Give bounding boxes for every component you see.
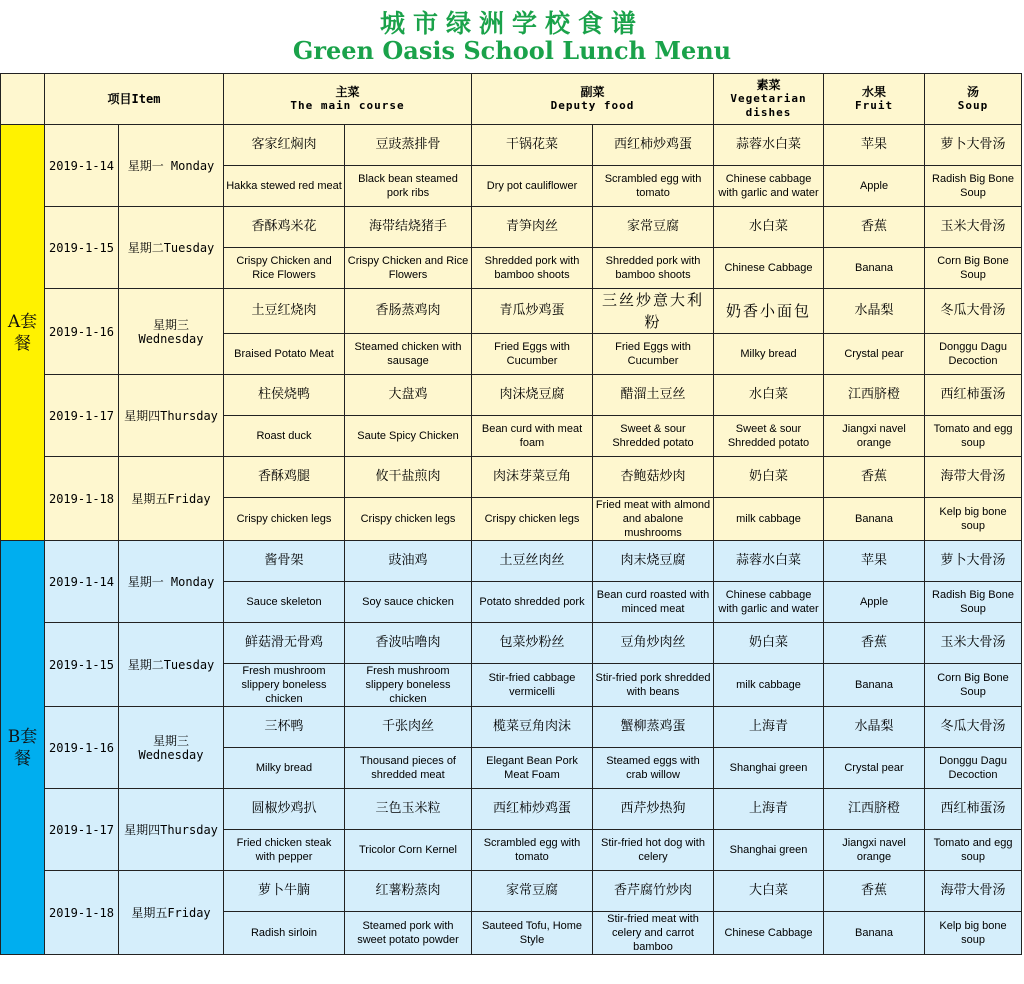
dish-name-english: Sauce skeleton bbox=[224, 582, 345, 623]
menu-row-chinese bbox=[1, 871, 1022, 912]
dish-name-chinese: 青瓜炒鸡蛋 bbox=[472, 289, 593, 334]
dish-name-english: Radish sirloin bbox=[224, 912, 345, 955]
menu-row-chinese bbox=[1, 125, 1022, 166]
date-cell: 2019-1-14 bbox=[45, 125, 119, 207]
dish-name-chinese: 肉沫烧豆腐 bbox=[472, 375, 593, 416]
title-english: Green Oasis School Lunch Menu bbox=[292, 36, 732, 65]
header-vegetarian bbox=[714, 74, 824, 125]
dish-name-english: Scrambled egg with tomato bbox=[472, 830, 593, 871]
dish-name-english: Chinese Cabbage bbox=[714, 912, 824, 955]
dish-name-english: Radish Big Bone Soup bbox=[925, 166, 1022, 207]
dish-name-chinese: 肉末烧豆腐 bbox=[593, 541, 714, 582]
dish-name-english: Bean curd roasted with minced meat bbox=[593, 582, 714, 623]
dish-name-english: Banana bbox=[824, 912, 925, 955]
dish-name-english: Shanghai green bbox=[714, 830, 824, 871]
dish-name-english: Steamed pork with sweet potato powder bbox=[345, 912, 472, 955]
menu-row-chinese bbox=[1, 623, 1022, 664]
dish-name-english: Shredded pork with bamboo shoots bbox=[472, 248, 593, 289]
dish-name-chinese: 水白菜 bbox=[714, 207, 824, 248]
header-fruit-cn: 水果 bbox=[862, 85, 887, 99]
dish-name-english: Sweet & sour Shredded potato bbox=[593, 416, 714, 457]
dish-name-chinese: 萝卜牛腩 bbox=[224, 871, 345, 912]
header-deputy-en: Deputy food bbox=[550, 99, 635, 112]
dish-name-english: Kelp big bone soup bbox=[925, 912, 1022, 955]
dish-name-english: Milky bread bbox=[224, 748, 345, 789]
dish-name-chinese: 杏鲍菇炒肉 bbox=[593, 457, 714, 498]
dish-name-chinese: 西红柿蛋汤 bbox=[925, 789, 1022, 830]
dish-name-chinese: 西红柿蛋汤 bbox=[925, 375, 1022, 416]
dish-name-english: Jiangxi navel orange bbox=[824, 830, 925, 871]
dish-name-english: Apple bbox=[824, 166, 925, 207]
dish-name-english: Bean curd with meat foam bbox=[472, 416, 593, 457]
menu-row-chinese bbox=[1, 707, 1022, 748]
dish-name-english: Stir-fried pork shredded with beans bbox=[593, 664, 714, 707]
dish-name-english: Shanghai green bbox=[714, 748, 824, 789]
dish-name-english: Radish Big Bone Soup bbox=[925, 582, 1022, 623]
dish-name-english: Crispy chicken legs bbox=[345, 498, 472, 541]
dish-name-english: Stir-fried hot dog with celery bbox=[593, 830, 714, 871]
header-soup bbox=[925, 74, 1022, 125]
dish-name-english: Tricolor Corn Kernel bbox=[345, 830, 472, 871]
dish-name-chinese: 海带大骨汤 bbox=[925, 871, 1022, 912]
dish-name-chinese: 家常豆腐 bbox=[593, 207, 714, 248]
dish-name-english: Crystal pear bbox=[824, 334, 925, 375]
weekday-cell: 星期三Wednesday bbox=[119, 289, 224, 375]
dish-name-chinese: 香肠蒸鸡肉 bbox=[345, 289, 472, 334]
weekday-cell: 星期四Thursday bbox=[119, 789, 224, 871]
menu-row-chinese bbox=[1, 541, 1022, 582]
set-label-cell bbox=[1, 541, 45, 955]
dish-name-chinese: 海带结烧猪手 bbox=[345, 207, 472, 248]
dish-name-english: Hakka stewed red meat bbox=[224, 166, 345, 207]
dish-name-english: Scrambled egg with tomato bbox=[593, 166, 714, 207]
dish-name-english: Stir-fried meat with celery and carrot bamboo bbox=[593, 912, 714, 955]
header-main-en: The main course bbox=[290, 99, 405, 112]
dish-name-chinese: 香蕉 bbox=[824, 207, 925, 248]
dish-name-english: Crispy Chicken and Rice Flowers bbox=[224, 248, 345, 289]
dish-name-chinese: 青笋肉丝 bbox=[472, 207, 593, 248]
dish-name-english: Fried Eggs with Cucumber bbox=[593, 334, 714, 375]
dish-name-english: Crispy chicken legs bbox=[472, 498, 593, 541]
dish-name-chinese: 江西脐橙 bbox=[824, 789, 925, 830]
set-label-cell bbox=[1, 125, 45, 541]
dish-name-chinese: 三丝炒意大利粉 bbox=[593, 289, 714, 334]
dish-name-chinese: 冬瓜大骨汤 bbox=[925, 289, 1022, 334]
dish-name-chinese: 攸干盐煎肉 bbox=[345, 457, 472, 498]
dish-name-chinese: 水白菜 bbox=[714, 375, 824, 416]
dish-name-chinese: 萝卜大骨汤 bbox=[925, 125, 1022, 166]
header-main-cn: 主菜 bbox=[335, 85, 360, 99]
dish-name-chinese: 蒜蓉水白菜 bbox=[714, 541, 824, 582]
dish-name-english: milk cabbage bbox=[714, 498, 824, 541]
dish-name-english: Banana bbox=[824, 498, 925, 541]
dish-name-english: Donggu Dagu Decoction bbox=[925, 748, 1022, 789]
dish-name-english: Fried Eggs with Cucumber bbox=[472, 334, 593, 375]
dish-name-chinese: 西红柿炒鸡蛋 bbox=[593, 125, 714, 166]
dish-name-chinese: 水晶梨 bbox=[824, 289, 925, 334]
header-corner bbox=[1, 74, 45, 125]
set-label bbox=[3, 726, 42, 770]
menu-row-chinese bbox=[1, 457, 1022, 498]
dish-name-english: Steamed eggs with crab willow bbox=[593, 748, 714, 789]
set-label-line: A套 bbox=[7, 311, 38, 332]
dish-name-english: Elegant Bean Pork Meat Foam bbox=[472, 748, 593, 789]
dish-name-chinese: 柱侯烧鸭 bbox=[224, 375, 345, 416]
header-veg-en: Vegetarian dishes bbox=[730, 92, 807, 119]
menu-row-chinese bbox=[1, 289, 1022, 334]
dish-name-english: Jiangxi navel orange bbox=[824, 416, 925, 457]
dish-name-chinese: 圆椒炒鸡扒 bbox=[224, 789, 345, 830]
weekday-cell: 星期五Friday bbox=[119, 871, 224, 955]
date-cell: 2019-1-18 bbox=[45, 457, 119, 541]
dish-name-english: Saute Spicy Chicken bbox=[345, 416, 472, 457]
set-label-line: 餐 bbox=[14, 333, 31, 354]
dish-name-chinese: 酱骨架 bbox=[224, 541, 345, 582]
header-soup-cn: 汤 bbox=[967, 85, 980, 99]
weekday-cell: 星期五Friday bbox=[119, 457, 224, 541]
dish-name-chinese: 香酥鸡腿 bbox=[224, 457, 345, 498]
dish-name-chinese: 玉米大骨汤 bbox=[925, 623, 1022, 664]
weekday-cell: 星期二Tuesday bbox=[119, 623, 224, 707]
dish-name-english: Corn Big Bone Soup bbox=[925, 248, 1022, 289]
dish-name-chinese: 奶白菜 bbox=[714, 623, 824, 664]
dish-name-english: Fried meat with almond and abalone mushrooms bbox=[593, 498, 714, 541]
dish-name-english: Apple bbox=[824, 582, 925, 623]
header-main-course bbox=[224, 74, 472, 125]
dish-name-english: Chinese cabbage with garlic and water bbox=[714, 582, 824, 623]
dish-name-chinese: 干锅花菜 bbox=[472, 125, 593, 166]
lunch-menu-table bbox=[0, 73, 1022, 955]
date-cell: 2019-1-17 bbox=[45, 375, 119, 457]
dish-name-chinese: 香蕉 bbox=[824, 623, 925, 664]
dish-name-chinese: 包菜炒粉丝 bbox=[472, 623, 593, 664]
dish-name-chinese: 香酥鸡米花 bbox=[224, 207, 345, 248]
dish-name-english: Potato shredded pork bbox=[472, 582, 593, 623]
dish-name-english: Fresh mushroom slippery boneless chicken bbox=[224, 664, 345, 707]
dish-name-english: Banana bbox=[824, 664, 925, 707]
dish-name-chinese: 肉沫芽菜豆角 bbox=[472, 457, 593, 498]
set-a-section bbox=[1, 125, 1022, 541]
dish-name-chinese: 榄菜豆角肉沫 bbox=[472, 707, 593, 748]
header-item: 项目Item bbox=[45, 74, 224, 125]
weekday-cell: 星期四Thursday bbox=[119, 375, 224, 457]
dish-name-english: Black bean steamed pork ribs bbox=[345, 166, 472, 207]
dish-name-chinese: 大白菜 bbox=[714, 871, 824, 912]
dish-name-english: Sauteed Tofu, Home Style bbox=[472, 912, 593, 955]
dish-name-chinese: 上海青 bbox=[714, 789, 824, 830]
set-label-line: 餐 bbox=[14, 748, 31, 769]
header-soup-en: Soup bbox=[957, 99, 989, 112]
date-cell: 2019-1-14 bbox=[45, 541, 119, 623]
set-label-line: B套 bbox=[7, 726, 38, 747]
dish-name-english: Corn Big Bone Soup bbox=[925, 664, 1022, 707]
dish-name-chinese: 醋溜土豆丝 bbox=[593, 375, 714, 416]
header-fruit-en: Fruit bbox=[854, 99, 894, 112]
header-deputy-cn: 副菜 bbox=[580, 85, 605, 99]
weekday-cell: 星期一 Monday bbox=[119, 541, 224, 623]
dish-name-chinese: 冬瓜大骨汤 bbox=[925, 707, 1022, 748]
dish-name-chinese: 大盘鸡 bbox=[345, 375, 472, 416]
dish-name-english: Chinese cabbage with garlic and water bbox=[714, 166, 824, 207]
date-cell: 2019-1-16 bbox=[45, 707, 119, 789]
dish-name-english: Shredded pork with bamboo shoots bbox=[593, 248, 714, 289]
date-cell: 2019-1-18 bbox=[45, 871, 119, 955]
dish-name-chinese: 奶白菜 bbox=[714, 457, 824, 498]
dish-name-chinese: 客家红焖肉 bbox=[224, 125, 345, 166]
dish-name-english: Stir-fried cabbage vermicelli bbox=[472, 664, 593, 707]
dish-name-chinese: 鲜菇滑无骨鸡 bbox=[224, 623, 345, 664]
dish-name-chinese: 水晶梨 bbox=[824, 707, 925, 748]
dish-name-chinese: 土豆红烧肉 bbox=[224, 289, 345, 334]
header-veg-cn: 素菜 bbox=[756, 78, 781, 92]
dish-name-english: Roast duck bbox=[224, 416, 345, 457]
dish-name-chinese: 红薯粉蒸肉 bbox=[345, 871, 472, 912]
dish-name-chinese: 苹果 bbox=[824, 125, 925, 166]
dish-name-english: Tomato and egg soup bbox=[925, 830, 1022, 871]
weekday-cell: 星期一 Monday bbox=[119, 125, 224, 207]
menu-row-chinese bbox=[1, 207, 1022, 248]
dish-name-chinese: 西红柿炒鸡蛋 bbox=[472, 789, 593, 830]
header-deputy-food bbox=[472, 74, 714, 125]
dish-name-english: Chinese Cabbage bbox=[714, 248, 824, 289]
dish-name-chinese: 西芹炒热狗 bbox=[593, 789, 714, 830]
dish-name-chinese: 千张肉丝 bbox=[345, 707, 472, 748]
title-chinese: 城市绿洲学校食谱 bbox=[379, 9, 644, 38]
dish-name-chinese: 豆角炒肉丝 bbox=[593, 623, 714, 664]
dish-name-chinese: 豉油鸡 bbox=[345, 541, 472, 582]
header-row bbox=[1, 74, 1022, 125]
dish-name-english: Banana bbox=[824, 248, 925, 289]
set-label bbox=[3, 311, 42, 355]
dish-name-chinese: 香蕉 bbox=[824, 871, 925, 912]
weekday-cell: 星期二Tuesday bbox=[119, 207, 224, 289]
dish-name-english: Braised Potato Meat bbox=[224, 334, 345, 375]
menu-row-chinese bbox=[1, 789, 1022, 830]
dish-name-chinese: 奶香小面包 bbox=[714, 289, 824, 334]
dish-name-chinese: 蒜蓉水白菜 bbox=[714, 125, 824, 166]
dish-name-chinese: 玉米大骨汤 bbox=[925, 207, 1022, 248]
dish-name-chinese: 豆豉蒸排骨 bbox=[345, 125, 472, 166]
dish-name-english: Kelp big bone soup bbox=[925, 498, 1022, 541]
dish-name-english: Tomato and egg soup bbox=[925, 416, 1022, 457]
dish-name-english: Thousand pieces of shredded meat bbox=[345, 748, 472, 789]
dish-name-chinese: 苹果 bbox=[824, 541, 925, 582]
dish-name-chinese: 家常豆腐 bbox=[472, 871, 593, 912]
date-cell: 2019-1-15 bbox=[45, 207, 119, 289]
dish-name-english: milk cabbage bbox=[714, 664, 824, 707]
dish-name-english: Fresh mushroom slippery boneless chicken bbox=[345, 664, 472, 707]
date-cell: 2019-1-15 bbox=[45, 623, 119, 707]
dish-name-chinese: 土豆丝肉丝 bbox=[472, 541, 593, 582]
set-b-section bbox=[1, 541, 1022, 955]
dish-name-chinese: 海带大骨汤 bbox=[925, 457, 1022, 498]
weekday-cell: 星期三Wednesday bbox=[119, 707, 224, 789]
dish-name-english: Sweet & sour Shredded potato bbox=[714, 416, 824, 457]
dish-name-english: Crispy Chicken and Rice Flowers bbox=[345, 248, 472, 289]
dish-name-english: Soy sauce chicken bbox=[345, 582, 472, 623]
dish-name-chinese: 香波咕噜肉 bbox=[345, 623, 472, 664]
dish-name-chinese: 萝卜大骨汤 bbox=[925, 541, 1022, 582]
menu-row-chinese bbox=[1, 375, 1022, 416]
header-fruit bbox=[824, 74, 925, 125]
dish-name-chinese: 三杯鸭 bbox=[224, 707, 345, 748]
dish-name-english: Steamed chicken with sausage bbox=[345, 334, 472, 375]
dish-name-english: Donggu Dagu Decoction bbox=[925, 334, 1022, 375]
dish-name-english: Crystal pear bbox=[824, 748, 925, 789]
date-cell: 2019-1-16 bbox=[45, 289, 119, 375]
dish-name-chinese: 香芹腐竹炒肉 bbox=[593, 871, 714, 912]
dish-name-english: Crispy chicken legs bbox=[224, 498, 345, 541]
dish-name-english: Milky bread bbox=[714, 334, 824, 375]
dish-name-chinese: 香蕉 bbox=[824, 457, 925, 498]
dish-name-english: Dry pot cauliflower bbox=[472, 166, 593, 207]
dish-name-chinese: 上海青 bbox=[714, 707, 824, 748]
date-cell: 2019-1-17 bbox=[45, 789, 119, 871]
dish-name-chinese: 江西脐橙 bbox=[824, 375, 925, 416]
dish-name-chinese: 三色玉米粒 bbox=[345, 789, 472, 830]
dish-name-chinese: 蟹柳蒸鸡蛋 bbox=[593, 707, 714, 748]
dish-name-english: Fried chicken steak with pepper bbox=[224, 830, 345, 871]
